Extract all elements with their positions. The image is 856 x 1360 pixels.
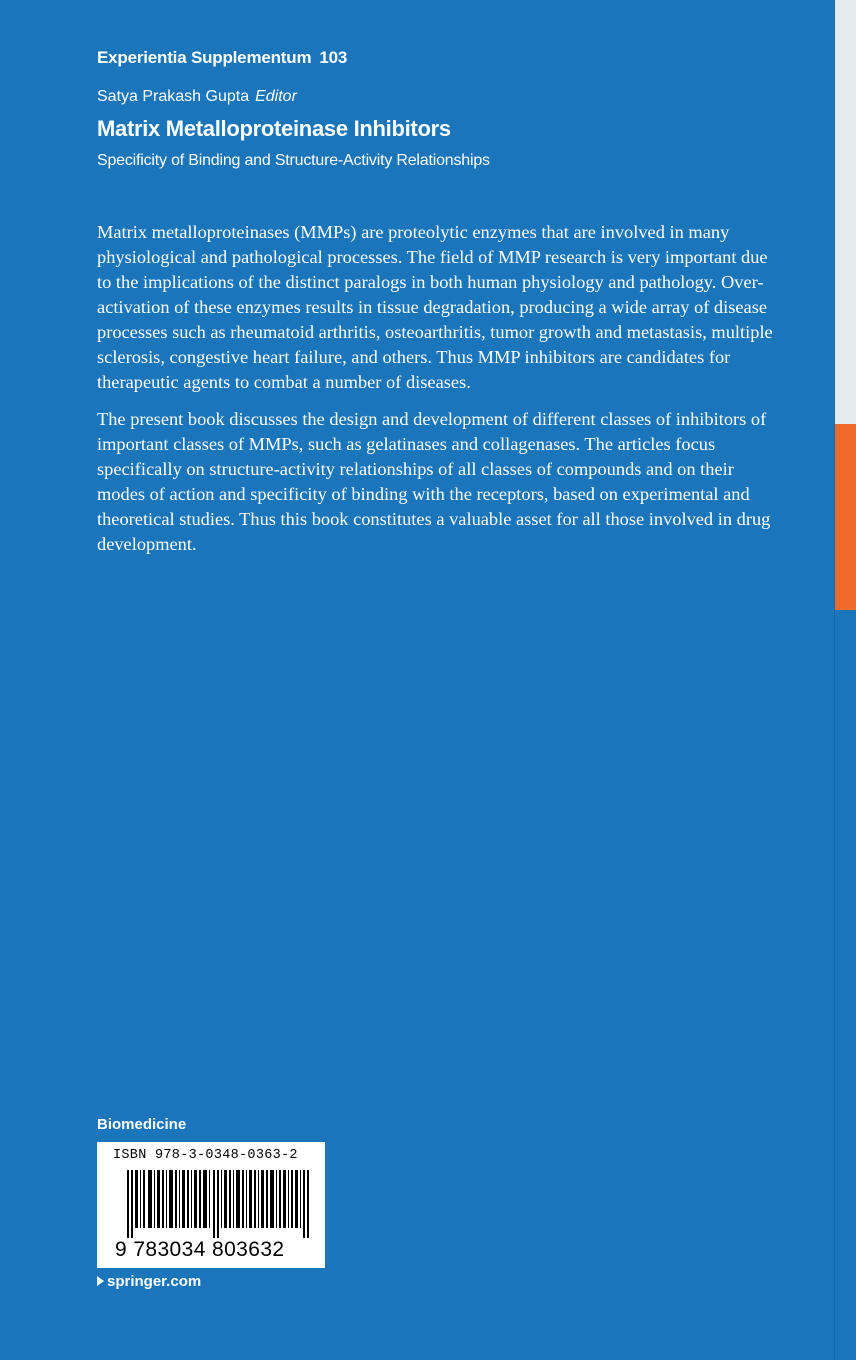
spine-divider [834,0,835,1360]
editor-name: Satya Prakash Gupta [97,88,250,105]
isbn-label: ISBN 978-3-0348-0363-2 [113,1148,298,1163]
description [97,220,779,569]
editor-role: Editor [255,88,297,105]
barcode-bars [127,1170,317,1238]
barcode-digits: 9 783034 803632 [115,1238,285,1261]
description-paragraph: The present book discusses the design and development of different classes of inhibitors of important classes of MMPs, such as gelatinases and collagenases. The articles focus specifically on structure-activity relationships of all classes of compounds and on their modes of action and specificity of binding with the receptors, based on experimental and theoretical studies. Thus this book constitutes a valuable asset for all those involved in drug development. [97,409,771,554]
publisher-link-text[interactable]: springer.com [107,1273,202,1290]
spine-light-band [834,0,856,424]
subject-category: Biomedicine [97,1116,187,1133]
arrow-right-icon [97,1276,104,1286]
publisher-link[interactable] [97,1273,201,1290]
description-paragraph: Matrix metalloproteinases (MMPs) are proteolytic enzymes that are involved in many physiological and pathological processes. The field of MMP research is very important due to the implications of the distinct paralogs in both human physiology and pathology. Over-activation of these enzymes results in tissue degradation, producing a wide array of disease processes such as rheumatoid arthritis, osteoarthritis, tumor growth and metastasis, multiple sclerosis, congestive heart failure, and others. Thus MMP inhibitors are candidates for therapeutic agents to combat a number of diseases. [97,222,773,392]
book-subtitle: Specificity of Binding and Structure-Activity Relationships [97,152,490,169]
series-number: 103 [319,48,348,67]
isbn-barcode [97,1142,325,1268]
series-name: Experientia Supplementum [97,48,312,67]
book-title: Matrix Metalloproteinase Inhibitors [97,116,451,141]
spine-orange-band [834,424,856,610]
editor-line [97,88,297,106]
series-title [97,48,347,68]
